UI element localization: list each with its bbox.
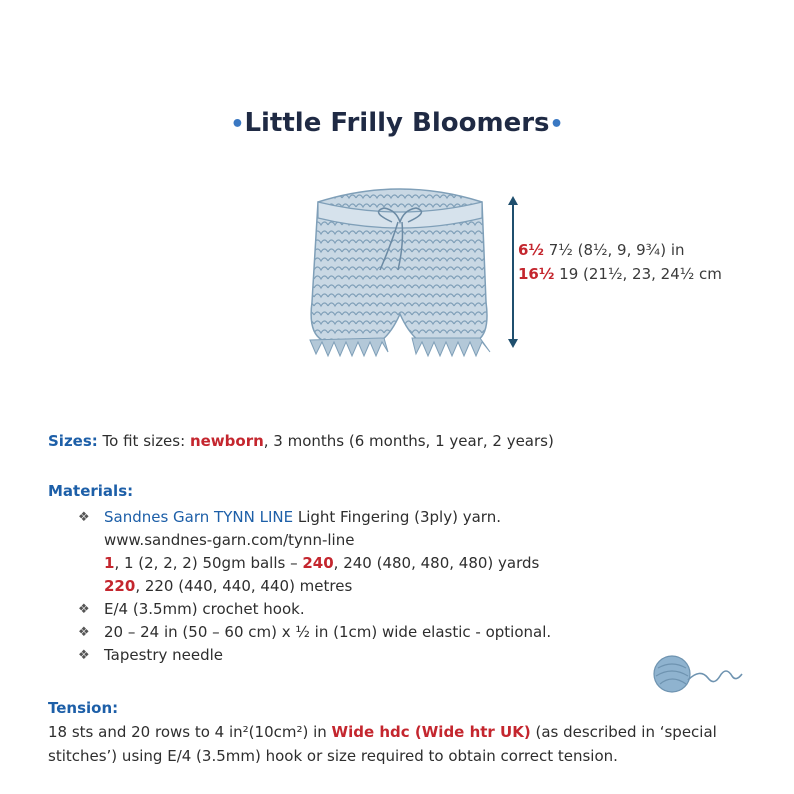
diamond-bullet-icon: ❖ [78,625,90,640]
tension-heading: Tension: [48,699,119,717]
tension-text: 18 sts and 20 rows to 4 in²(10cm²) in Wide hdc (Wide htr UK) (as described in ‘special stitches’) using E/4 (3.5mm) hook or size required to obtain correct tension. [48,723,717,765]
yarn-url: www.sandnes-garn.com/tynn-line [104,531,355,549]
list-item: ❖ 20 – 24 in (50 – 60 cm) x ½ in (1cm) wide elastic - optional. [48,621,551,644]
tension-section [48,696,758,768]
title-bullet-right: • [549,112,564,137]
sizes-heading: Sizes: [48,432,98,450]
list-item: ❖ E/4 (3.5mm) crochet hook. [48,598,551,621]
sizes-section: Sizes: To fit sizes: newborn, 3 months (6 months, 1 year, 2 years) [48,432,554,450]
yarn-ball-icon [648,650,748,696]
diamond-bullet-icon: ❖ [78,602,90,617]
diamond-bullet-icon: ❖ [78,510,90,525]
measure-cm: 16½ 19 (21½, 23, 24½ cm [518,265,722,283]
yarn-brand: Sandnes Garn TYNN LINE [104,508,294,526]
bloomers-illustration [300,182,500,364]
list-item: ❖ Sandnes Garn TYNN LINE Light Fingering (3ply) yarn. www.sandnes-garn.com/tynn-line 1, 1 (2, 2, 2) 50gm balls – 240, 240 (480, 480, 480) yards 220, 220 (440, 440, 440) metres [78,508,540,595]
page-title [0,108,794,138]
tension-highlight: Wide hdc (Wide htr UK) [331,723,531,741]
measurement-label [518,238,722,286]
materials-heading: Materials: [48,482,134,500]
list-item: ❖ Tapestry needle [48,644,551,667]
materials-section [48,482,551,667]
diamond-bullet-icon: ❖ [78,648,90,663]
title-bullet-left: • [230,112,245,137]
materials-list [48,506,551,667]
measure-inches: 6½ 7½ (8½, 9, 9¾) in [518,241,685,259]
sizes-highlight: newborn [189,432,264,450]
title-text: Little Frilly Bloomers [244,108,550,138]
